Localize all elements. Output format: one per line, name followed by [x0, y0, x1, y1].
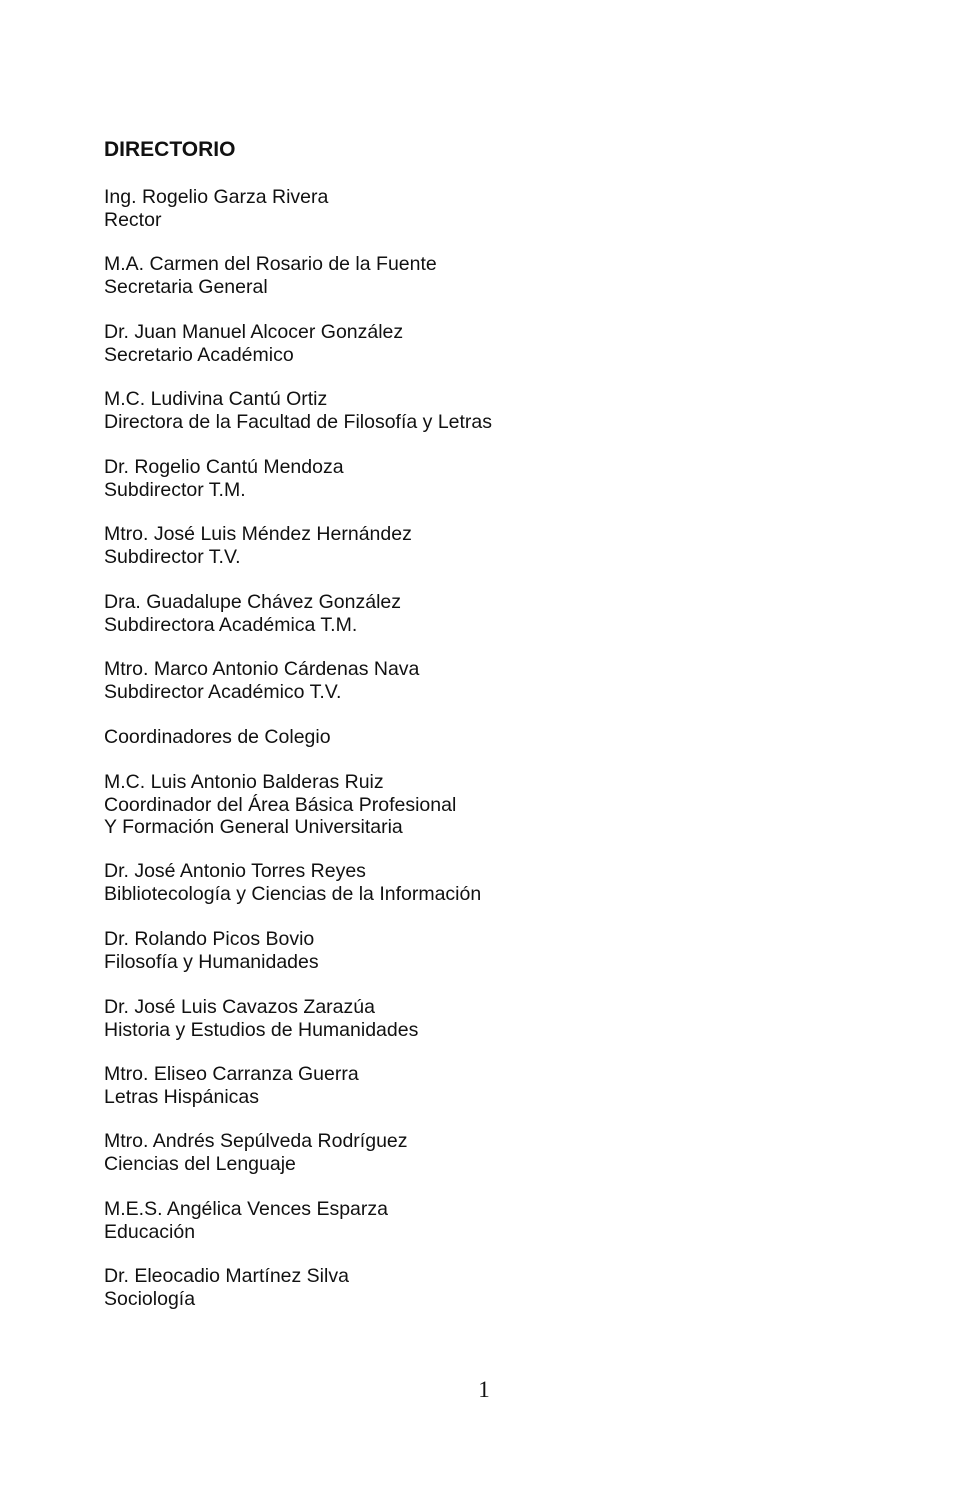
- section-label-text: Coordinadores de Colegio: [104, 726, 331, 748]
- directory-entry: [104, 253, 437, 298]
- page-number: 1: [478, 1377, 490, 1402]
- person-role: Historia y Estudios de Humanidades: [104, 1018, 419, 1041]
- person-name: Dr. José Antonio Torres Reyes: [104, 860, 366, 882]
- person-name: M.C. Ludivina Cantú Ortiz: [104, 388, 328, 410]
- person-role: Coordinador del Área Básica Profesional: [104, 793, 457, 816]
- directory-entry: [104, 456, 344, 501]
- person-role: Rector: [104, 208, 162, 231]
- directory-entry: [104, 1265, 349, 1310]
- person-name: Dr. Juan Manuel Alcocer González: [104, 321, 404, 343]
- directory-entry: [104, 860, 481, 905]
- directory-entry: [104, 321, 403, 366]
- person-name: Ing. Rogelio Garza Rivera: [104, 186, 329, 208]
- directory-entry: [104, 1198, 388, 1243]
- directory-entry: [104, 1130, 408, 1175]
- directory-entry: [104, 523, 412, 568]
- person-role: Subdirector T.V.: [104, 545, 241, 568]
- person-role: Educación: [104, 1220, 196, 1243]
- directory-entry: [104, 658, 419, 703]
- person-name: Mtro. Marco Antonio Cárdenas Nava: [104, 658, 420, 680]
- person-role: Subdirectora Académica T.M.: [104, 613, 358, 636]
- person-role-continued: Y Formación General Universitaria: [104, 816, 403, 839]
- person-name: M.A. Carmen del Rosario de la Fuente: [104, 253, 437, 275]
- person-role: Bibliotecología y Ciencias de la Información: [104, 882, 482, 905]
- person-name: Dra. Guadalupe Chávez González: [104, 591, 402, 613]
- person-name: Dr. José Luis Cavazos Zarazúa: [104, 996, 375, 1018]
- person-role: Directora de la Facultad de Filosofía y Letras: [104, 410, 493, 433]
- person-name: M.E.S. Angélica Vences Esparza: [104, 1198, 388, 1220]
- person-name: M.C. Luis Antonio Balderas Ruiz: [104, 771, 384, 793]
- directory-entry: [104, 996, 418, 1041]
- directory-entry: [104, 186, 328, 231]
- directory-entry: [104, 1063, 359, 1108]
- person-role: Letras Hispánicas: [104, 1085, 259, 1108]
- directory-entry: [104, 591, 401, 636]
- person-name: Dr. Rolando Picos Bovio: [104, 928, 315, 950]
- person-name: Dr. Eleocadio Martínez Silva: [104, 1265, 349, 1287]
- person-role: Ciencias del Lenguaje: [104, 1152, 296, 1175]
- person-role: Secretario Académico: [104, 343, 294, 366]
- person-role: Sociología: [104, 1287, 196, 1310]
- person-name: Mtro. José Luis Méndez Hernández: [104, 523, 412, 545]
- person-role: Filosofía y Humanidades: [104, 950, 319, 973]
- person-name: Mtro. Andrés Sepúlveda Rodríguez: [104, 1130, 408, 1152]
- person-role: Secretaria General: [104, 275, 268, 298]
- directory-entry: [104, 388, 492, 433]
- directory-entry: [104, 771, 456, 839]
- person-name: Dr. Rogelio Cantú Mendoza: [104, 456, 344, 478]
- person-role: Subdirector Académico T.V.: [104, 680, 342, 703]
- person-role: Subdirector T.M.: [104, 478, 246, 501]
- directory-entry: [104, 928, 319, 973]
- person-name: Mtro. Eliseo Carranza Guerra: [104, 1063, 359, 1085]
- section-label: [104, 726, 331, 749]
- page-title: DIRECTORIO: [104, 138, 236, 161]
